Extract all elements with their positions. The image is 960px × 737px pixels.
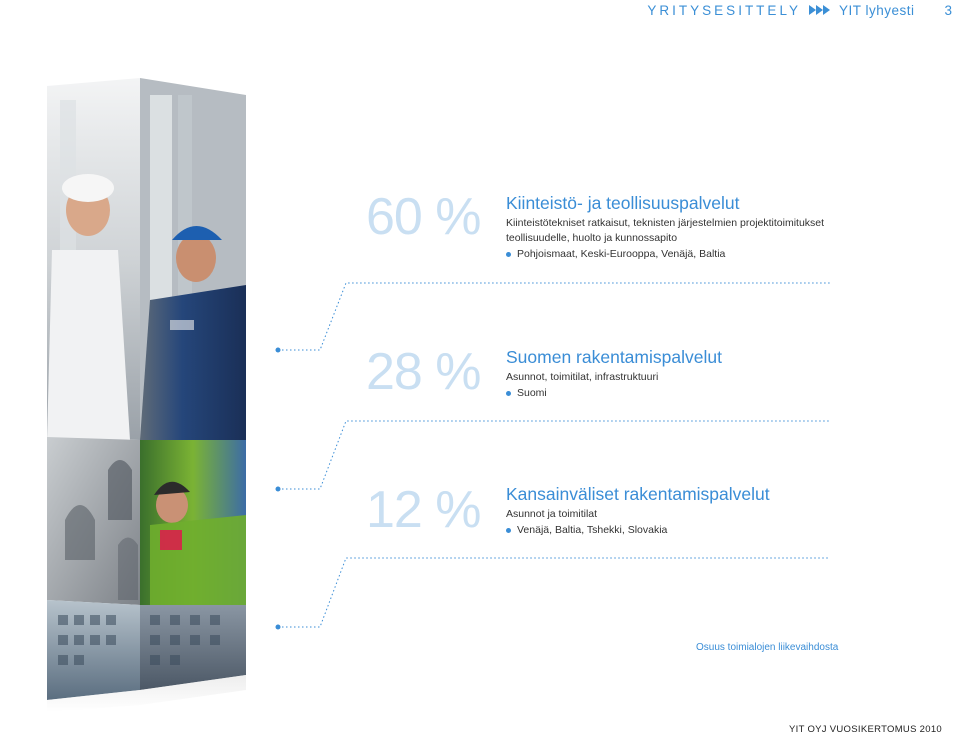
bullet-icon <box>506 252 511 257</box>
description-line: Kiinteistötekniset ratkaisut, teknisten järjestelmien projektitoimitukset <box>506 217 825 229</box>
markets-text: Venäjä, Baltia, Tshekki, Slovakia <box>517 524 668 536</box>
connector-dot <box>276 348 281 353</box>
segment-percent: 60 % <box>366 188 481 246</box>
segment-markets <box>506 386 946 401</box>
connector-dot <box>276 487 281 492</box>
segment-block <box>506 347 946 401</box>
segment-block <box>506 193 946 262</box>
segment-title: Suomen rakentamispalvelut <box>506 347 722 367</box>
description-line: teollisuudelle, huolto ja kunnossapito <box>506 232 678 244</box>
bullet-icon <box>506 391 511 396</box>
segment-percent: 12 % <box>366 481 481 539</box>
segment-markets <box>506 523 946 538</box>
segment-description <box>506 216 946 246</box>
subsection-title: YIT lyhyesti <box>838 2 915 18</box>
markets-text: Pohjoismaat, Keski-Eurooppa, Venäjä, Baltia <box>517 248 726 260</box>
page-number: 3 <box>944 2 952 18</box>
segment-description <box>506 507 946 522</box>
description-line: Asunnot, toimitilat, infrastruktuuri <box>506 371 659 383</box>
connector-dot <box>276 625 281 630</box>
segment-block <box>506 484 946 538</box>
page-footer: YIT OYJ VUOSIKERTOMUS 2010 <box>789 724 942 735</box>
segment-title: Kansainväliset rakentamispalvelut <box>506 484 770 504</box>
segment-description <box>506 370 946 385</box>
segment-markets <box>506 247 946 262</box>
section-title: YRITYSESITTELY <box>647 2 801 18</box>
markets-text: Suomi <box>517 387 547 399</box>
segment-percent: 28 % <box>366 343 481 401</box>
footnote: Osuus toimialojen liikevaihdosta <box>696 642 839 653</box>
segment-title: Kiinteistö- ja teollisuuspalvelut <box>506 193 740 213</box>
description-line: Asunnot ja toimitilat <box>506 508 598 520</box>
bullet-icon <box>506 528 511 533</box>
